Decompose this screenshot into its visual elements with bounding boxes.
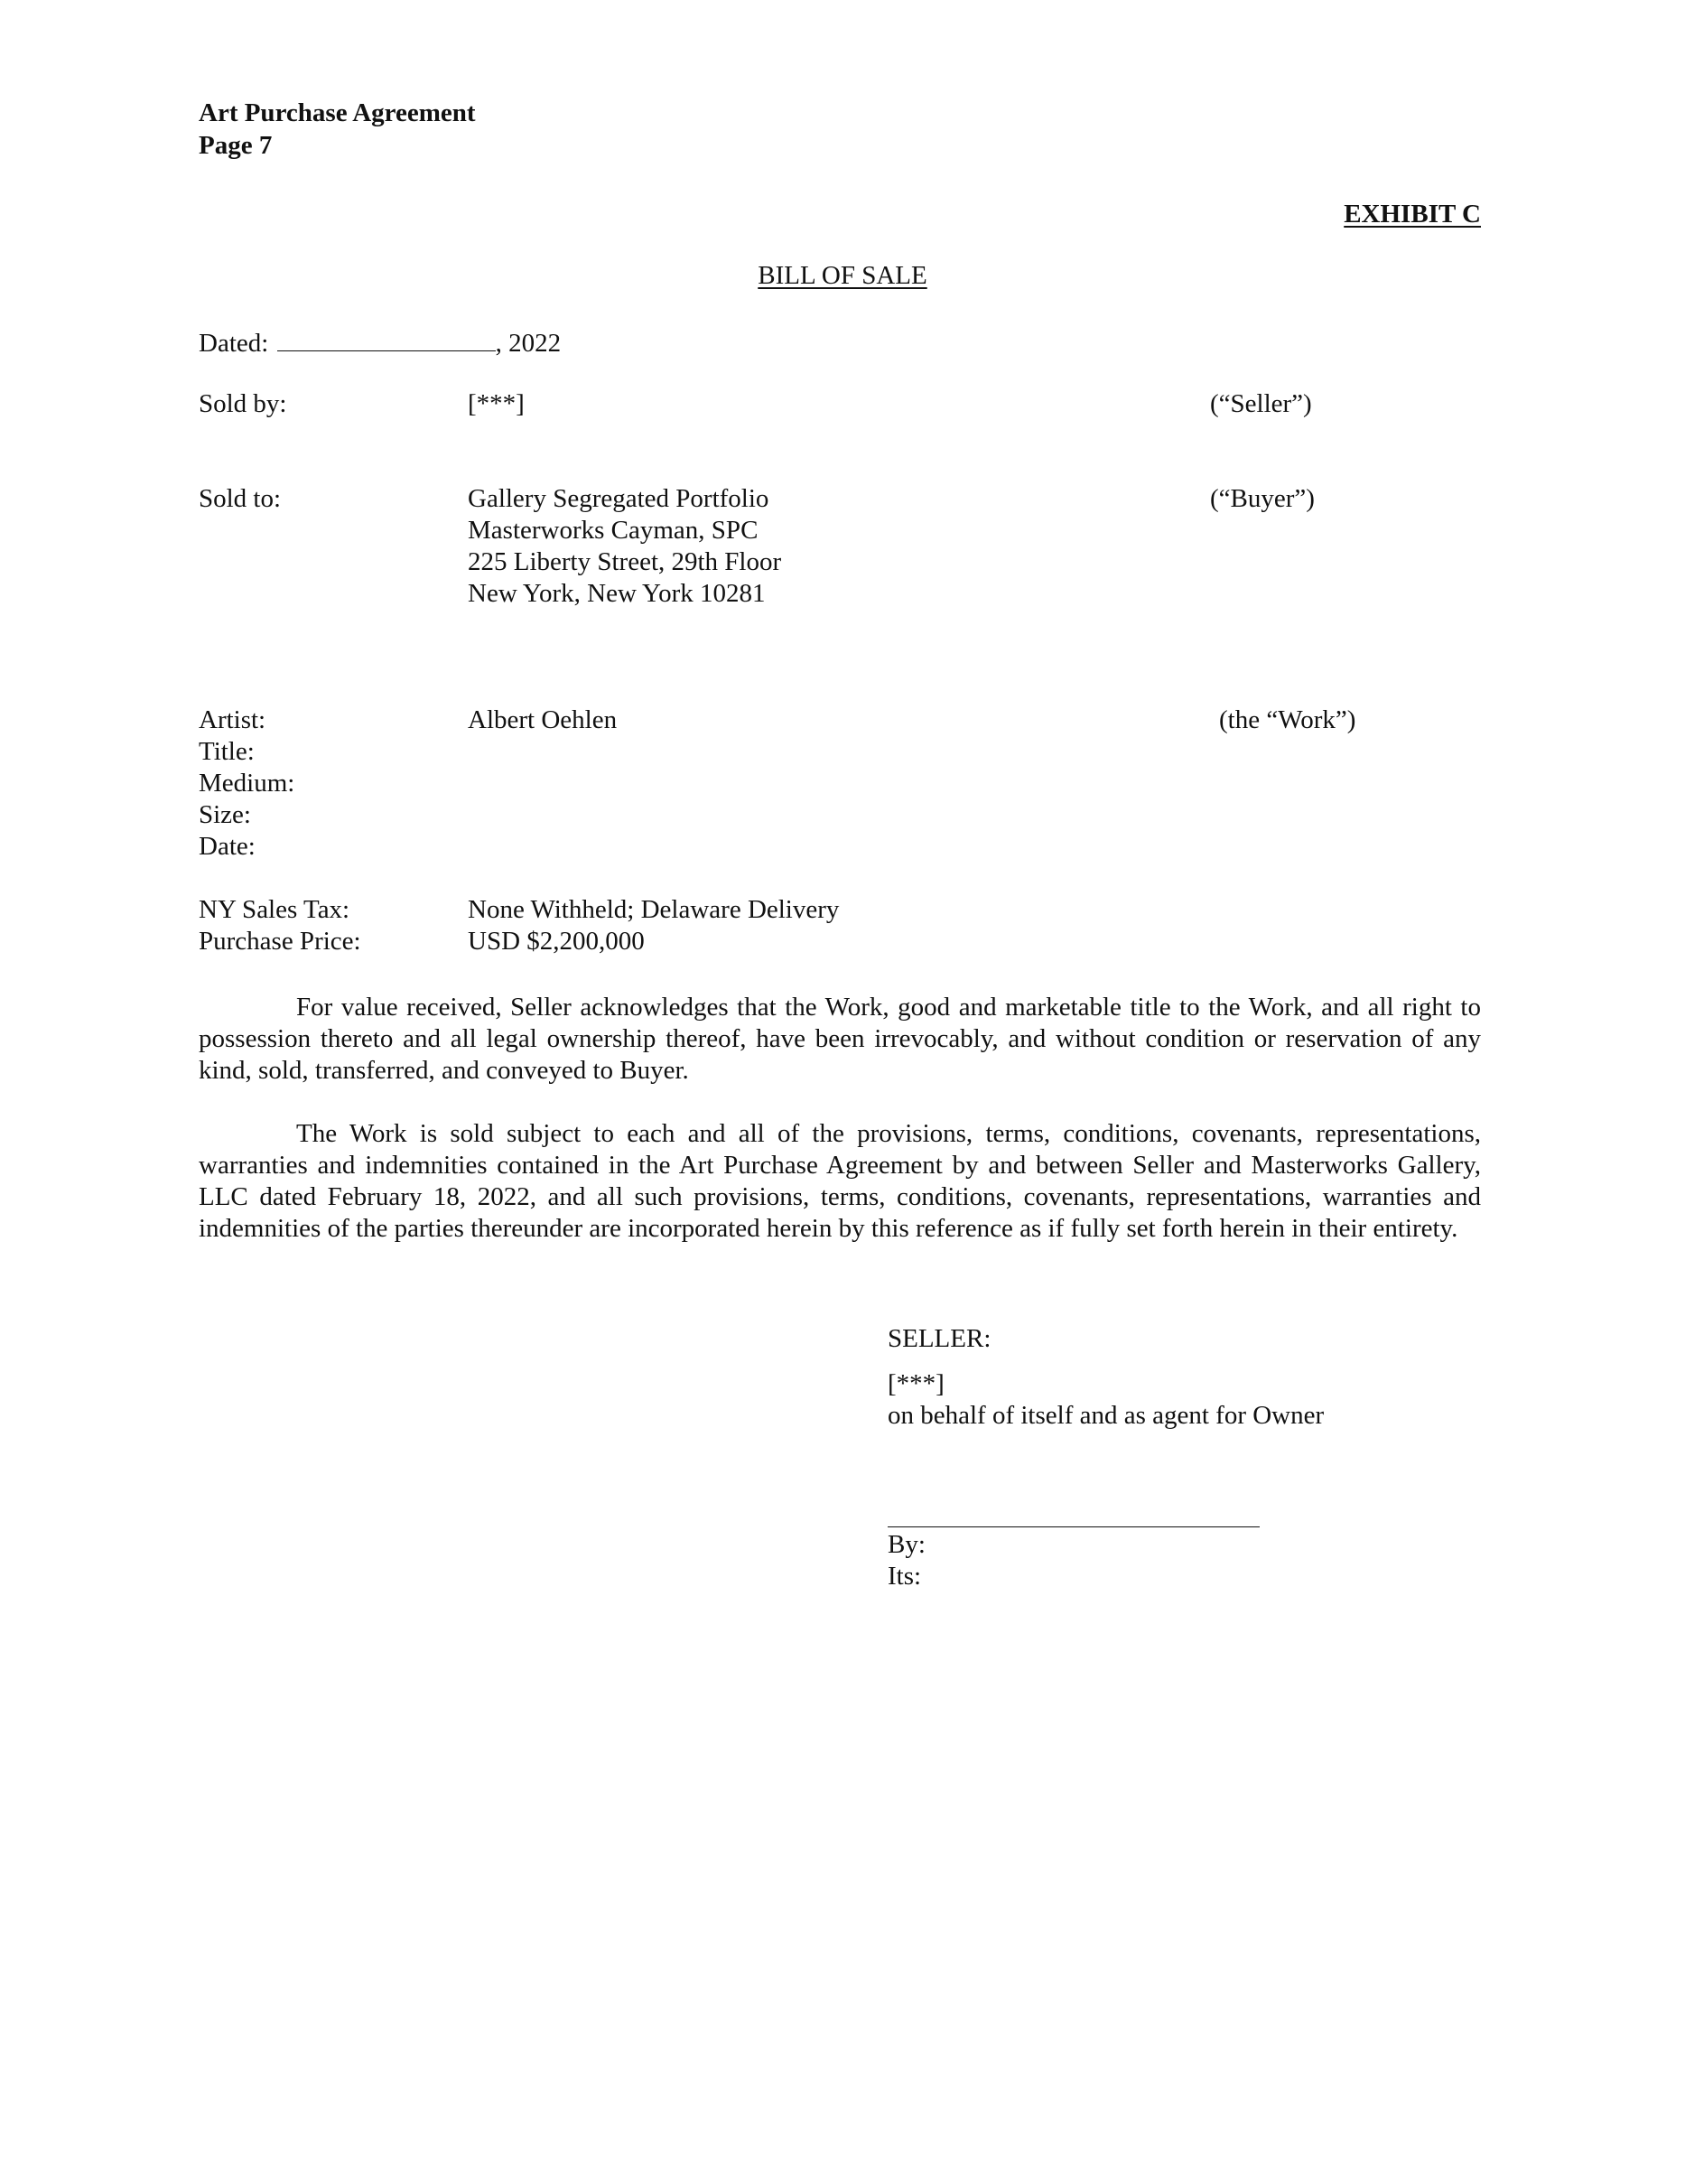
work-label-medium: Medium: (199, 769, 295, 798)
buyer-address-line: 225 Liberty Street, 29th Floor (468, 547, 782, 576)
paragraph-conveyance (199, 992, 1481, 1087)
dated-line (199, 325, 561, 359)
sales-tax-label: NY Sales Tax: (199, 895, 350, 924)
work-role: (the “Work”) (1219, 705, 1356, 734)
signature-line (888, 1526, 1260, 1527)
buyer-address-line: New York, New York 10281 (468, 579, 766, 608)
sales-tax-value: None Withheld; Delaware Delivery (468, 895, 840, 924)
purchase-price-label: Purchase Price: (199, 927, 361, 956)
artist-name: Albert Oehlen (468, 705, 618, 734)
buyer-address-line: Masterworks Cayman, SPC (468, 516, 759, 545)
dated-label: Dated: (199, 329, 269, 358)
buyer-address (468, 483, 781, 610)
work-label-size: Size: (199, 800, 251, 829)
work-label-artist: Artist: (199, 705, 266, 734)
dated-year: , 2022 (495, 329, 562, 358)
date-blank (277, 325, 496, 351)
by-label: By: (888, 1530, 926, 1559)
seller-role: (“Seller”) (1210, 389, 1312, 418)
work-label-title: Title: (199, 737, 255, 766)
purchase-price-value: USD $2,200,000 (468, 927, 645, 956)
seller-name: [***] (888, 1369, 945, 1398)
page-number: Page 7 (199, 131, 273, 160)
buyer-role: (“Buyer”) (1210, 484, 1315, 513)
document-title: BILL OF SALE (758, 261, 927, 290)
work-label-date: Date: (199, 832, 256, 861)
paragraph-conveyance-text: For value received, Seller acknowledges that the Work, good and marketable title to the Work, and all right to possession thereto and all legal ownership thereof, have been irrevocably, and without condition or reservation of any kind, sold, transferred, and conveyed to Buyer. (199, 993, 1481, 1085)
exhibit-label: EXHIBIT C (1344, 200, 1481, 229)
header-title: Art Purchase Agreement (199, 98, 476, 127)
sold-by-value: [***] (468, 389, 525, 418)
work-labels (199, 705, 294, 863)
buyer-address-line: Gallery Segregated Portfolio (468, 484, 769, 513)
paragraph-subject-to (199, 1118, 1481, 1245)
its-label: Its: (888, 1562, 922, 1591)
seller-heading: SELLER: (888, 1324, 991, 1353)
sold-by-label: Sold by: (199, 389, 287, 418)
seller-capacity: on behalf of itself and as agent for Owner (888, 1401, 1325, 1430)
sold-to-label: Sold to: (199, 484, 282, 513)
paragraph-subject-to-text: The Work is sold subject to each and all of the provisions, terms, conditions, covenants, representations, warranties and indemnities contained in the Art Purchase Agreement by and between Seller and Masterworks Gallery, LLC dated February 18, 2022, and all such provisions, terms, conditions, covenants, representations, warranties and indemnities of the parties thereunder are incorporated herein by this reference as if fully set forth herein in their entirety. (199, 1119, 1481, 1243)
